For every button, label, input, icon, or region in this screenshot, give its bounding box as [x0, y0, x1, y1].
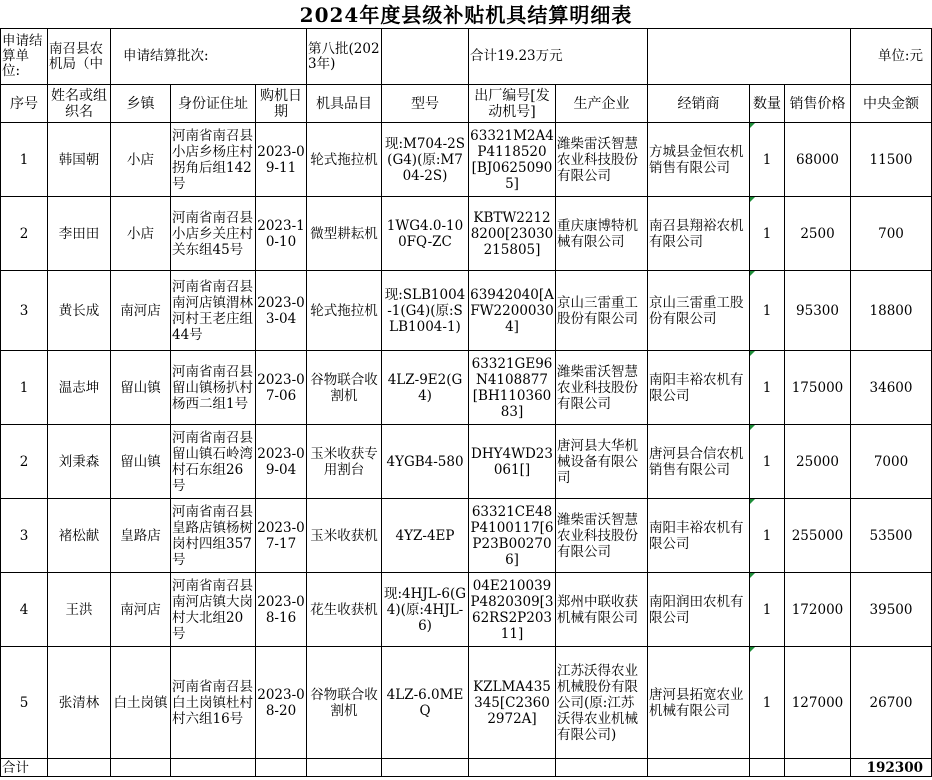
row-model: 4YGB4-580: [382, 425, 469, 499]
row-maker: 江苏沃得农业机械股份有限公司(原:江苏沃得农业机械有限公司): [556, 647, 648, 759]
row-name: 黄长成: [48, 271, 111, 351]
row-town: 小店: [111, 197, 171, 271]
row-date: 2023-07-17: [256, 499, 307, 573]
row-serial: 63321M2A4P4118520[BJ06250905]: [469, 123, 556, 197]
row-serial: 63321GE96N4108877[BH11036083]: [469, 351, 556, 425]
col-header: 销售价格: [785, 85, 851, 123]
row-town: 皇路店: [111, 499, 171, 573]
row-dealer: 南阳丰裕农机有限公司: [648, 499, 750, 573]
row-subsidy: 26700: [851, 647, 932, 759]
row-address: 河南省南召县小店乡杨庄村拐角后组142号: [171, 123, 256, 197]
row-model: 4LZ-6.0MEQ: [382, 647, 469, 759]
footer-empty-cell: [556, 759, 648, 777]
row-item: 谷物联合收割机: [307, 647, 382, 759]
unit-label: 申请结算单位:: [1, 29, 48, 85]
row-item: 玉米收获机: [307, 499, 382, 573]
col-header: 经销商: [648, 85, 750, 123]
row-item: 轮式拖拉机: [307, 123, 382, 197]
row-model: 4YZ-4EP: [382, 499, 469, 573]
row-model: 现:4HJL-6(G4)(原:4HJL-6): [382, 573, 469, 647]
row-serial: KBTW22128200[23030215805]: [469, 197, 556, 271]
row-price: 172000: [785, 573, 851, 647]
row-item: 轮式拖拉机: [307, 271, 382, 351]
col-header: 出厂编号[发动机号]: [469, 85, 556, 123]
row-date: 2023-08-16: [256, 573, 307, 647]
row-dealer: 京山三雷重工股份有限公司: [648, 271, 750, 351]
col-header: 机具品目: [307, 85, 382, 123]
row-date: 2023-03-04: [256, 271, 307, 351]
footer-empty-cell: [469, 759, 556, 777]
row-number: 1: [1, 351, 48, 425]
table-row: [1, 573, 932, 647]
row-maker: 重庆康博特机械有限公司: [556, 197, 648, 271]
row-serial: 63321CE48P4100117[6P23B002706]: [469, 499, 556, 573]
row-dealer: 方城县金恒农机销售有限公司: [648, 123, 750, 197]
footer-empty-cell: [307, 759, 382, 777]
row-number: 5: [1, 647, 48, 759]
row-serial: 04E210039P4820309[362RS2P20311]: [469, 573, 556, 647]
row-dealer: 唐河县合信农机销售有限公司: [648, 425, 750, 499]
footer-empty-cell: [48, 759, 111, 777]
row-maker: 京山三雷重工股份有限公司: [556, 271, 648, 351]
row-subsidy: 34600: [851, 351, 932, 425]
row-subsidy: 53500: [851, 499, 932, 573]
footer-label: 合计: [1, 759, 48, 777]
row-date: 2023-07-06: [256, 351, 307, 425]
row-town: 白土岗镇: [111, 647, 171, 759]
row-price: 175000: [785, 351, 851, 425]
row-number: 3: [1, 499, 48, 573]
row-price: 255000: [785, 499, 851, 573]
row-price: 95300: [785, 271, 851, 351]
batch-label: 申请结算批次:: [111, 29, 307, 85]
footer-total: 192300: [851, 759, 932, 777]
row-address: 河南省南召县留山镇杨扒村杨西二组1号: [171, 351, 256, 425]
row-number: 1: [1, 123, 48, 197]
col-header: 姓名或组织名: [48, 85, 111, 123]
row-subsidy: 7000: [851, 425, 932, 499]
meta-row: [1, 29, 932, 85]
row-qty: 1: [750, 197, 785, 271]
col-header: 乡镇: [111, 85, 171, 123]
row-qty: 1: [750, 647, 785, 759]
row-address: 河南省南召县南河店镇大岗村大北组20号: [171, 573, 256, 647]
row-maker: 潍柴雷沃智慧农业科技股份有限公司: [556, 351, 648, 425]
row-item: 玉米收获专用割台: [307, 425, 382, 499]
row-address: 河南省南召县南河店镇渭林河村王老庄组44号: [171, 271, 256, 351]
header-row: [1, 85, 932, 123]
row-maker: 潍柴雷沃智慧农业科技股份有限公司: [556, 499, 648, 573]
row-model: 1WG4.0-100FQ-ZC: [382, 197, 469, 271]
row-address: 河南省南召县留山镇石岭湾村石东组26号: [171, 425, 256, 499]
row-date: 2023-09-11: [256, 123, 307, 197]
row-dealer: 唐河县拓宽农业机械有限公司: [648, 647, 750, 759]
col-header: 购机日期: [256, 85, 307, 123]
row-number: 2: [1, 197, 48, 271]
col-header: 中央金额: [851, 85, 932, 123]
row-date: 2023-08-20: [256, 647, 307, 759]
footer-empty-cell: [171, 759, 256, 777]
row-name: 温志坤: [48, 351, 111, 425]
col-header: 型号: [382, 85, 469, 123]
row-item: 谷物联合收割机: [307, 351, 382, 425]
row-town: 小店: [111, 123, 171, 197]
row-subsidy: 700: [851, 197, 932, 271]
row-item: 微型耕耘机: [307, 197, 382, 271]
row-date: 2023-09-04: [256, 425, 307, 499]
row-name: 王洪: [48, 573, 111, 647]
footer-row: [1, 759, 932, 777]
row-date: 2023-10-10: [256, 197, 307, 271]
row-subsidy: 11500: [851, 123, 932, 197]
row-town: 南河店: [111, 573, 171, 647]
row-number: 3: [1, 271, 48, 351]
row-qty: 1: [750, 499, 785, 573]
batch-value: 第八批(2023年): [307, 29, 382, 85]
row-town: 南河店: [111, 271, 171, 351]
row-qty: 1: [750, 351, 785, 425]
row-model: 现:M704-2S(G4)(原:M704-2S): [382, 123, 469, 197]
currency-label: 单位:元: [851, 29, 932, 85]
row-item: 花生收获机: [307, 573, 382, 647]
table-row: [1, 499, 932, 573]
row-price: 2500: [785, 197, 851, 271]
col-header: 数量: [750, 85, 785, 123]
row-maker: 唐河县大华机械设备有限公司: [556, 425, 648, 499]
total-label: 合计19.23万元: [469, 29, 648, 85]
row-dealer: 南阳丰裕农机有限公司: [648, 351, 750, 425]
row-price: 127000: [785, 647, 851, 759]
row-number: 2: [1, 425, 48, 499]
row-subsidy: 18800: [851, 271, 932, 351]
row-qty: 1: [750, 425, 785, 499]
row-address: 河南省南召县小店乡关庄村关东组45号: [171, 197, 256, 271]
table-row: [1, 197, 932, 271]
row-name: 韩国朝: [48, 123, 111, 197]
row-town: 留山镇: [111, 351, 171, 425]
footer-empty-cell: [111, 759, 171, 777]
footer-empty-cell: [648, 759, 750, 777]
row-serial: DHY4WD23061[]: [469, 425, 556, 499]
row-model: 4LZ-9E2(G4): [382, 351, 469, 425]
row-serial: 63942040[AFW22000304]: [469, 271, 556, 351]
col-header: 身份证住址: [171, 85, 256, 123]
settlement-table: [0, 28, 932, 777]
row-subsidy: 39500: [851, 573, 932, 647]
row-number: 4: [1, 573, 48, 647]
footer-empty-cell: [750, 759, 785, 777]
row-maker: 潍柴雷沃智慧农业科技股份有限公司: [556, 123, 648, 197]
row-qty: 1: [750, 123, 785, 197]
table-row: [1, 271, 932, 351]
row-address: 河南省南召县皇路店镇杨树岗村四组357号: [171, 499, 256, 573]
page-title: 2024年度县级补贴机具结算明细表: [299, 3, 633, 27]
col-header: 生产企业: [556, 85, 648, 123]
row-model: 现:SLB1004-1(G4)(原:SLB1004-1): [382, 271, 469, 351]
unit-value: 南召县农机局（中: [48, 29, 111, 85]
row-serial: KZLMA435345[C23602972A]: [469, 647, 556, 759]
col-header: 序号: [1, 85, 48, 123]
row-name: 褚松献: [48, 499, 111, 573]
row-name: 李田田: [48, 197, 111, 271]
row-name: 刘秉森: [48, 425, 111, 499]
footer-empty-cell: [785, 759, 851, 777]
row-name: 张清林: [48, 647, 111, 759]
row-town: 留山镇: [111, 425, 171, 499]
row-address: 河南省南召县白土岗镇杜村村六组16号: [171, 647, 256, 759]
table-row: [1, 123, 932, 197]
row-dealer: 南召县翔裕农机有限公司: [648, 197, 750, 271]
footer-empty-cell: [256, 759, 307, 777]
table-row: [1, 647, 932, 759]
row-price: 25000: [785, 425, 851, 499]
table-row: [1, 351, 932, 425]
table-row: [1, 425, 932, 499]
footer-empty-cell: [382, 759, 469, 777]
row-price: 68000: [785, 123, 851, 197]
row-qty: 1: [750, 573, 785, 647]
row-dealer: 南阳润田农机有限公司: [648, 573, 750, 647]
row-maker: 郑州中联收获机械有限公司: [556, 573, 648, 647]
row-qty: 1: [750, 271, 785, 351]
